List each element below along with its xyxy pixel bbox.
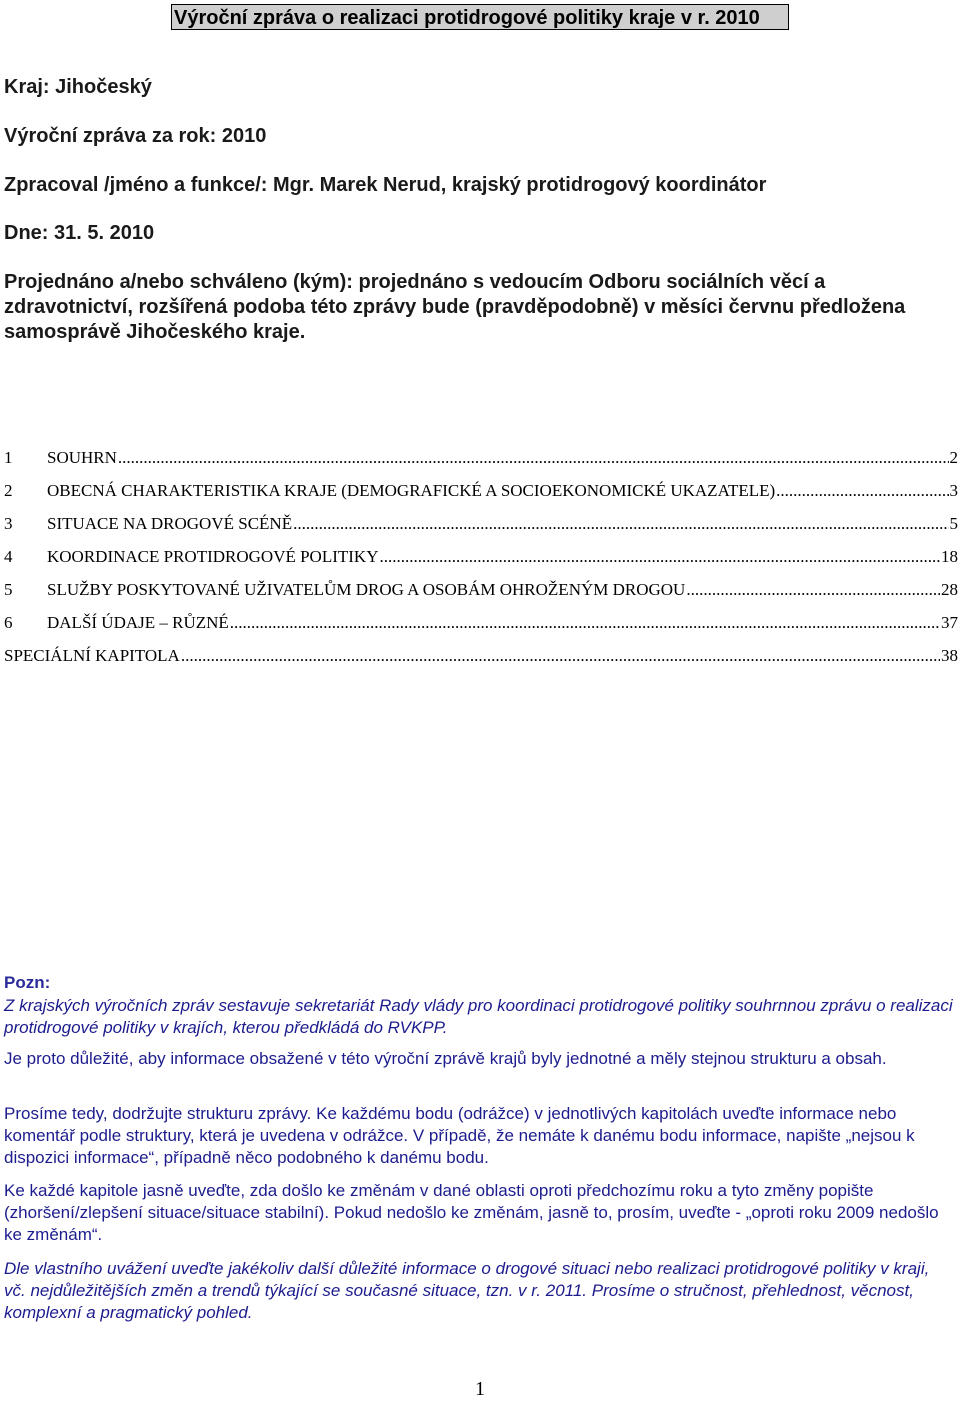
toc-entry-number: 4 <box>4 547 13 566</box>
approval-paragraph: Projednáno a/nebo schváleno (kým): projednáno s vedoucím Odboru sociálních věcí a zdravotnictví, rozšířená podoba této zprávy bude (pravděpodobně) v měsíci červnu předložena samosprávě Jihočeského kraje. <box>4 271 906 343</box>
toc-entry-page: 38 <box>941 646 958 665</box>
toc-entry-page: 5 <box>949 514 958 533</box>
toc-leader-dots <box>776 481 948 501</box>
toc-entry[interactable] <box>4 514 958 547</box>
toc-entry-page: 3 <box>949 481 958 500</box>
author-line: Zpracoval /jméno a funkce/: Mgr. Marek Nerud, krajský protidrogový koordinátor <box>4 174 767 196</box>
toc-entry[interactable] <box>4 646 958 679</box>
toc-entry-title: DALŠÍ ÚDAJE – RŮZNÉ <box>47 613 229 632</box>
toc-entry-page: 37 <box>941 613 958 632</box>
report-title: Výroční zpráva o realizaci protidrogové politiky kraje v r. 2010 <box>171 4 789 30</box>
toc-entry-title: OBECNÁ CHARAKTERISTIKA KRAJE (DEMOGRAFICKÉ A SOCIOEKONOMICKÉ UKAZATELE) <box>47 481 776 500</box>
toc-entry[interactable] <box>4 580 958 613</box>
toc-entry-page: 2 <box>949 448 958 467</box>
table-of-contents <box>4 448 958 679</box>
toc-leader-dots <box>181 646 940 666</box>
note-paragraph-5: Dle vlastního uvážení uveďte jakékoliv další důležité informace o drogové situaci nebo realizaci protidrogové politiky v kraji, vč. nejdůležitějších změn a trendů týkající se současné situace, tzn. v r. 2011. Prosíme o stručnost, přehlednost, věcnost, komplexní a pragmatický pohled. <box>4 1259 930 1322</box>
toc-entry[interactable] <box>4 613 958 646</box>
toc-entry-number: 5 <box>4 580 13 599</box>
toc-leader-dots <box>686 580 940 600</box>
note-paragraph-3: Prosíme tedy, dodržujte strukturu zprávy. Ke každému bodu (odrážce) v jednotlivých kapitolách uveďte informace nebo komentář podle struktury, která je uvedena v odrážce. V případě, že nemáte k danému bodu informace, napište „nejsou k dispozici informace“, případně něco podobného k danému bodu. <box>4 1104 915 1167</box>
note-paragraph-1: Z krajských výročních zpráv sestavuje sekretariát Rady vlády pro koordinaci protidrogové politiky souhrnnou zprávu o realizaci protidrogové politiky v krajích, kterou předkládá do RVKPP. <box>4 996 953 1037</box>
toc-entry-title: KOORDINACE PROTIDROGOVÉ POLITIKY <box>47 547 379 566</box>
region-line: Kraj: Jihočeský <box>4 76 152 98</box>
toc-entry-page: 18 <box>941 547 958 566</box>
toc-entry[interactable] <box>4 547 958 580</box>
toc-entry-title: SPECIÁLNÍ KAPITOLA <box>4 646 180 665</box>
toc-leader-dots <box>293 514 948 534</box>
toc-entry-number: 1 <box>4 448 13 467</box>
note-heading: Pozn: <box>4 973 51 992</box>
toc-entry[interactable] <box>4 448 958 481</box>
toc-entry-number: 3 <box>4 514 13 533</box>
toc-leader-dots <box>230 613 940 633</box>
toc-entry-number: 2 <box>4 481 13 500</box>
toc-entry-title: SOUHRN <box>47 448 117 467</box>
toc-entry-number: 6 <box>4 613 13 632</box>
toc-leader-dots <box>379 547 940 567</box>
page-number: 1 <box>475 1378 485 1400</box>
toc-entry-title: SLUŽBY POSKYTOVANÉ UŽIVATELŮM DROG A OSOBÁM OHROŽENÝM DROGOU <box>47 580 686 599</box>
toc-entry-title: SITUACE NA DROGOVÉ SCÉNĚ <box>47 514 293 533</box>
note-paragraph-4: Ke každé kapitole jasně uveďte, zda došlo ke změnám v dané oblasti oproti předchozímu roku a tyto změny popište (zhoršení/zlepšení situace/situace stabilní). Pokud nedošlo ke změnám, jasně to, prosím, uveďte - „oproti roku 2009 nedošlo ke změnám“. <box>4 1181 939 1244</box>
toc-entry-page: 28 <box>941 580 958 599</box>
date-line: Dne: 31. 5. 2010 <box>4 222 155 244</box>
report-year-line: Výroční zpráva za rok: 2010 <box>4 125 267 147</box>
toc-entry[interactable] <box>4 481 958 514</box>
note-paragraph-2: Je proto důležité, aby informace obsažené v této výroční zprávě krajů byly jednotné a měly stejnou strukturu a obsah. <box>4 1049 887 1068</box>
toc-leader-dots <box>118 448 949 468</box>
